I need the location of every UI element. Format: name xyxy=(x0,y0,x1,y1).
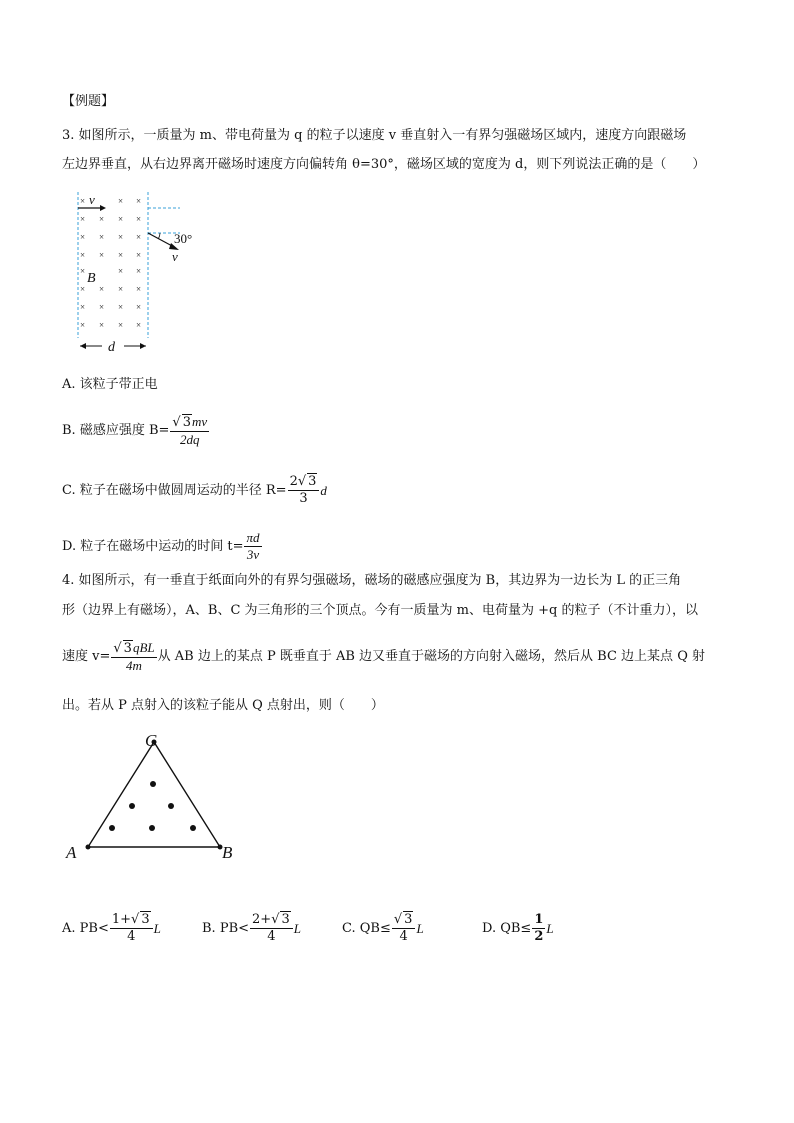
q3-option-d-prefix: D. 粒子在磁场中运动的时间 t= xyxy=(62,538,244,554)
q3-option-a: A. 该粒子带正电 xyxy=(62,377,158,392)
svg-text:×: × xyxy=(80,250,86,260)
label-v-out: v xyxy=(172,249,178,264)
q4-option-b: B. PB< $\frac{2+√ 3}{4}$ L xyxy=(202,912,301,944)
svg-text:×: × xyxy=(136,284,142,294)
label-A: A xyxy=(66,843,77,862)
svg-text:×: × xyxy=(136,232,142,242)
label-B: B xyxy=(222,843,233,862)
angle-arc xyxy=(159,233,161,239)
svg-text:×: × xyxy=(136,266,142,276)
q4-stem-line3: 速度 v= $\frac{\text{√ 3qBL}}{4m}$ 从 AB 边上的某点 P 既垂直于 AB 边又垂直于磁场的方向射入磁场，然后从 BC 边上某点 Q 射 xyxy=(62,640,705,673)
svg-text:×: × xyxy=(80,214,86,224)
q4-option-b-fraction: $\frac{2+√ 3}{4}$ xyxy=(250,912,293,945)
svg-text:×: × xyxy=(80,284,86,294)
label-B: B xyxy=(87,271,96,286)
svg-text:×: × xyxy=(118,214,124,224)
svg-text:×: × xyxy=(136,302,142,312)
q4-option-c-fraction: $\frac{√ 3}{4}$ xyxy=(392,912,416,945)
q3-option-c-suffix: d xyxy=(320,482,327,498)
q4-option-c: C. QB≤ $\frac{√ 3}{4}$ L xyxy=(342,912,424,944)
q4-stem-line2: 形（边界上有磁场），A、B、C 为三角形的三个顶点。今有一质量为 m、电荷量为 +q 的粒子（不计重力），以 xyxy=(62,603,698,618)
q3-stem-line1: 3. 如图所示，一质量为 m、带电荷量为 q 的粒子以速度 v 垂直射入一有界匀强磁场区域内，速度方向跟磁场 xyxy=(62,128,687,143)
q3-stem-line2: 左边界垂直，从右边界离开磁场时速度方向偏转角 θ=30°，磁场区域的宽度为 d，则下列说法正确的是（ ） xyxy=(62,157,706,172)
q4-option-a: A. PB< $\frac{1+√ 3}{4}$ L xyxy=(62,912,161,944)
svg-text:×: × xyxy=(118,302,124,312)
svg-text:×: × xyxy=(99,232,105,242)
svg-text:×: × xyxy=(118,232,124,242)
svg-text:×: × xyxy=(118,320,124,330)
svg-text:×: × xyxy=(80,320,86,330)
svg-text:×: × xyxy=(136,196,142,206)
q3-option-b-fraction: $\frac{√ 3mv}{2dq}$ xyxy=(172,414,208,447)
svg-text:×: × xyxy=(99,250,105,260)
q4-option-d: D. QB≤ $\frac{1}{2}$ L xyxy=(482,912,554,944)
incoming-arrowhead xyxy=(100,205,106,211)
svg-text:×: × xyxy=(80,232,86,242)
q3-option-c xyxy=(62,474,327,507)
svg-text:×: × xyxy=(118,266,124,276)
svg-text:×: × xyxy=(118,284,124,294)
q4-velocity-fraction: $\frac{\text{√ 3qBL}}{4m}$ xyxy=(113,640,155,673)
field-marks xyxy=(80,196,141,330)
svg-text:×: × xyxy=(99,302,105,312)
q4-option-a-fraction: $\frac{1+√ 3}{4}$ xyxy=(110,912,153,945)
label-d: d xyxy=(108,340,115,355)
q4-triangle-field-figure xyxy=(62,730,242,865)
label-v-top: v xyxy=(89,192,95,207)
outgoing-velocity-arrow xyxy=(148,233,174,247)
svg-text:×: × xyxy=(136,250,142,260)
q3-option-b xyxy=(62,414,210,448)
equilateral-triangle xyxy=(88,742,220,847)
q3-option-b-prefix: B. 磁感应强度 B= xyxy=(62,423,170,438)
label-C: C xyxy=(145,731,157,750)
q3-magnetic-field-figure xyxy=(70,188,215,358)
label-angle: 30° xyxy=(174,231,193,246)
q3-option-c-prefix: C. 粒子在磁场中做圆周运动的半径 R= xyxy=(62,482,287,498)
q3-option-d-fraction: $\frac{\pi d}{3v}$ xyxy=(246,530,260,562)
svg-text:×: × xyxy=(80,196,86,206)
svg-text:×: × xyxy=(99,284,105,294)
vertex-a xyxy=(86,845,91,850)
section-title: 【例题】 xyxy=(62,94,115,109)
q3-option-d xyxy=(62,530,263,563)
svg-text:×: × xyxy=(80,266,86,276)
svg-text:×: × xyxy=(118,250,124,260)
svg-text:×: × xyxy=(118,196,124,206)
q4-stem-line4: 出。若从 P 点射入的该粒子能从 Q 点射出，则（ ） xyxy=(62,698,384,713)
svg-text:×: × xyxy=(136,320,142,330)
q3-option-c-fraction: $\frac{2√ 3}{3}$ xyxy=(288,474,320,507)
q4-option-d-fraction: $\frac{1}{2}$ xyxy=(534,912,544,944)
svg-text:×: × xyxy=(99,214,105,224)
svg-text:×: × xyxy=(80,302,86,312)
q4-stem-line1: 4. 如图所示，有一垂直于纸面向外的有界匀强磁场，磁场的磁感应强度为 B，其边界为一边长为 L 的正三角 xyxy=(62,573,682,588)
svg-text:×: × xyxy=(99,320,105,330)
svg-text:×: × xyxy=(136,214,142,224)
